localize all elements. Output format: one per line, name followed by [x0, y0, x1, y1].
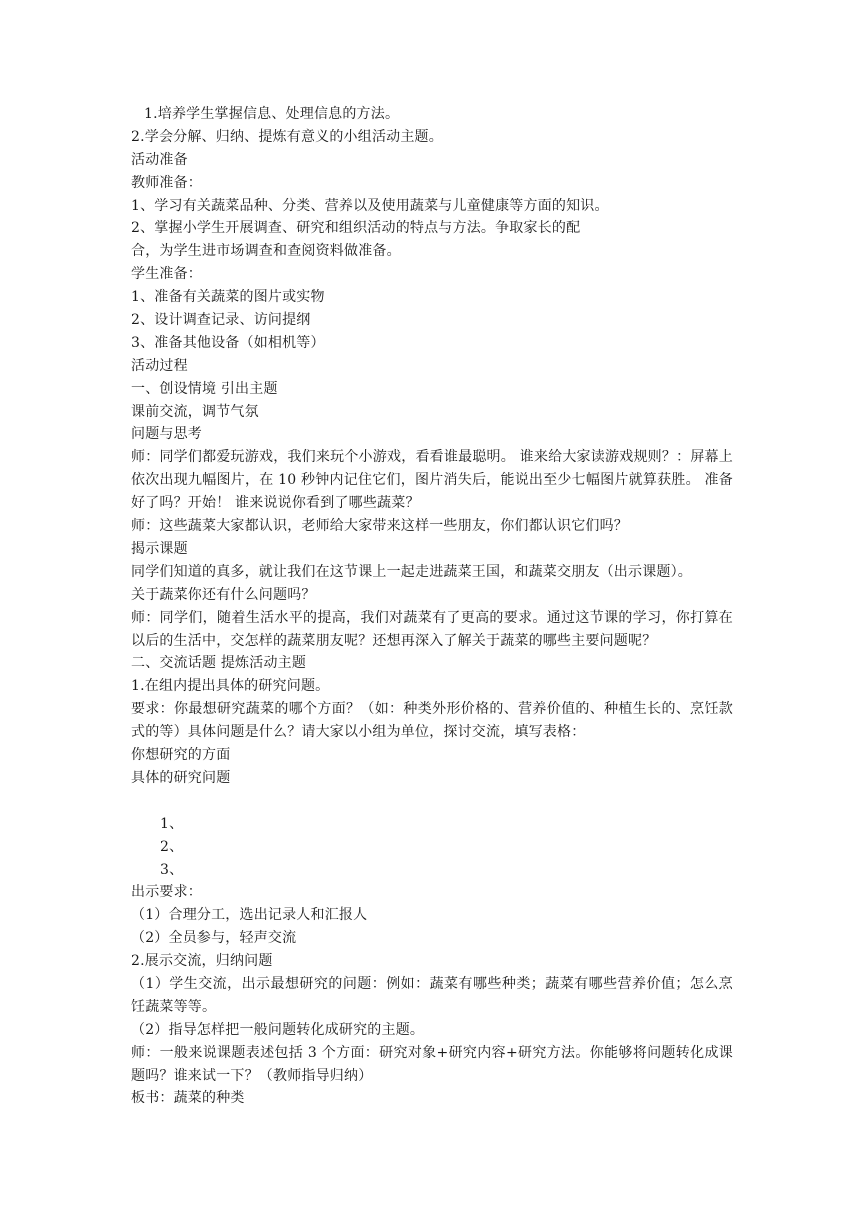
teacher-topic-paragraph: 师：一般来说课题表述包括 3 个方面：研究对象+研究内容+研究方法。你能够将问题转化成课题吗？谁来试一下？（教师指导归纳） — [131, 1044, 733, 1084]
list-item-1: 1、 — [160, 815, 184, 832]
guidance-line: （2）指导怎样把一般问题转化成研究的主题。 — [131, 1021, 425, 1038]
pre-class-chat: 课前交流，调节气氛 — [131, 403, 259, 420]
student-exchange-paragraph: （1）学生交流，出示最想研究的问题：例如：蔬菜有哪些种类；蔬菜有哪些营养价值；怎么烹饪蔬菜等等。 — [131, 975, 733, 1015]
document-body — [131, 103, 733, 1110]
questions-about-vegetables: 关于蔬菜你还有什么问题吗？ — [131, 586, 316, 603]
objective-1: 1.培养学生掌握信息、处理信息的方法。 — [144, 106, 400, 122]
requirement-2: （2）全员参与，轻声交流 — [131, 930, 297, 947]
requirement-1: （1）合理分工，选出记录人和汇报人 — [131, 907, 368, 924]
reveal-topic: 揭示课题 — [131, 540, 188, 557]
heading-teacher-prep: 教师准备： — [131, 174, 202, 191]
student-prep-1: 1、准备有关蔬菜的图片或实物 — [131, 289, 325, 306]
step-2: 2.展示交流，归纳问题 — [131, 953, 273, 970]
section-2-title: 二、交流话题 提炼活动主题 — [131, 655, 307, 672]
step-1: 1.在组内提出具体的研究问题。 — [131, 678, 330, 695]
teacher-vegetables-line: 师：这些蔬菜大家都认识，老师给大家带来这样一些朋友，你们都认识它们吗？ — [131, 518, 628, 535]
list-item-3: 3、 — [160, 861, 184, 878]
table-col-aspect: 你想研究的方面 — [131, 747, 231, 764]
list-item-2: 2、 — [160, 838, 184, 855]
objective-2: 2.学会分解、归纳、提炼有意义的小组活动主题。 — [131, 128, 443, 145]
questions-thinking: 问题与思考 — [131, 426, 202, 443]
teacher-prep-2-cont: 合，为学生进市场调查和查阅资料做准备。 — [131, 243, 401, 260]
blank-line — [131, 790, 733, 813]
teacher-game-paragraph: 师：同学们都爱玩游戏，我们来玩个小游戏，看看谁最聪明。 谁来给大家读游戏规则？：屏幕上依次出现九幅图片，在 10 秒钟内记住它们，图片消失后，能说出至少七幅图片就算获胜。 准备好了吗？开始！ 谁来说说你看到了哪些蔬菜？ — [131, 449, 733, 512]
requirement-paragraph: 要求：你最想研究蔬菜的哪个方面？（如：种类外形价格的、营养价值的、种植生长的、烹饪款式的等）具体问题是什么？请大家以小组为单位，探讨交流，填写表格： — [131, 701, 733, 741]
heading-student-prep: 学生准备： — [131, 266, 202, 283]
teacher-prep-2: 2、掌握小学生开展调查、研究和组织活动的特点与方法。争取家长的配 — [131, 220, 581, 237]
heading-activity-prep: 活动准备 — [131, 151, 188, 168]
teacher-deeper-paragraph: 师：同学们，随着生活水平的提高，我们对蔬菜有了更高的要求。通过这节课的学习，你打算在以后的生活中，交怎样的蔬菜朋友呢？还想再深入了解关于蔬菜的哪些主要问题呢？ — [131, 609, 733, 649]
heading-activity-process: 活动过程 — [131, 357, 188, 374]
table-col-question: 具体的研究问题 — [131, 769, 231, 786]
teacher-prep-1: 1、学习有关蔬菜品种、分类、营养以及使用蔬菜与儿童健康等方面的知识。 — [131, 197, 609, 214]
topic-intro: 同学们知道的真多，就让我们在这节课上一起走进蔬菜王国，和蔬菜交朋友（出示课题）。 — [131, 563, 692, 580]
show-requirements: 出示要求： — [131, 884, 202, 901]
section-1-title: 一、创设情境 引出主题 — [131, 380, 278, 397]
board-writing: 板书：蔬菜的种类 — [131, 1090, 245, 1107]
student-prep-3: 3、准备其他设备（如相机等） — [131, 334, 325, 351]
student-prep-2: 2、设计调查记录、访问提纲 — [131, 312, 311, 329]
